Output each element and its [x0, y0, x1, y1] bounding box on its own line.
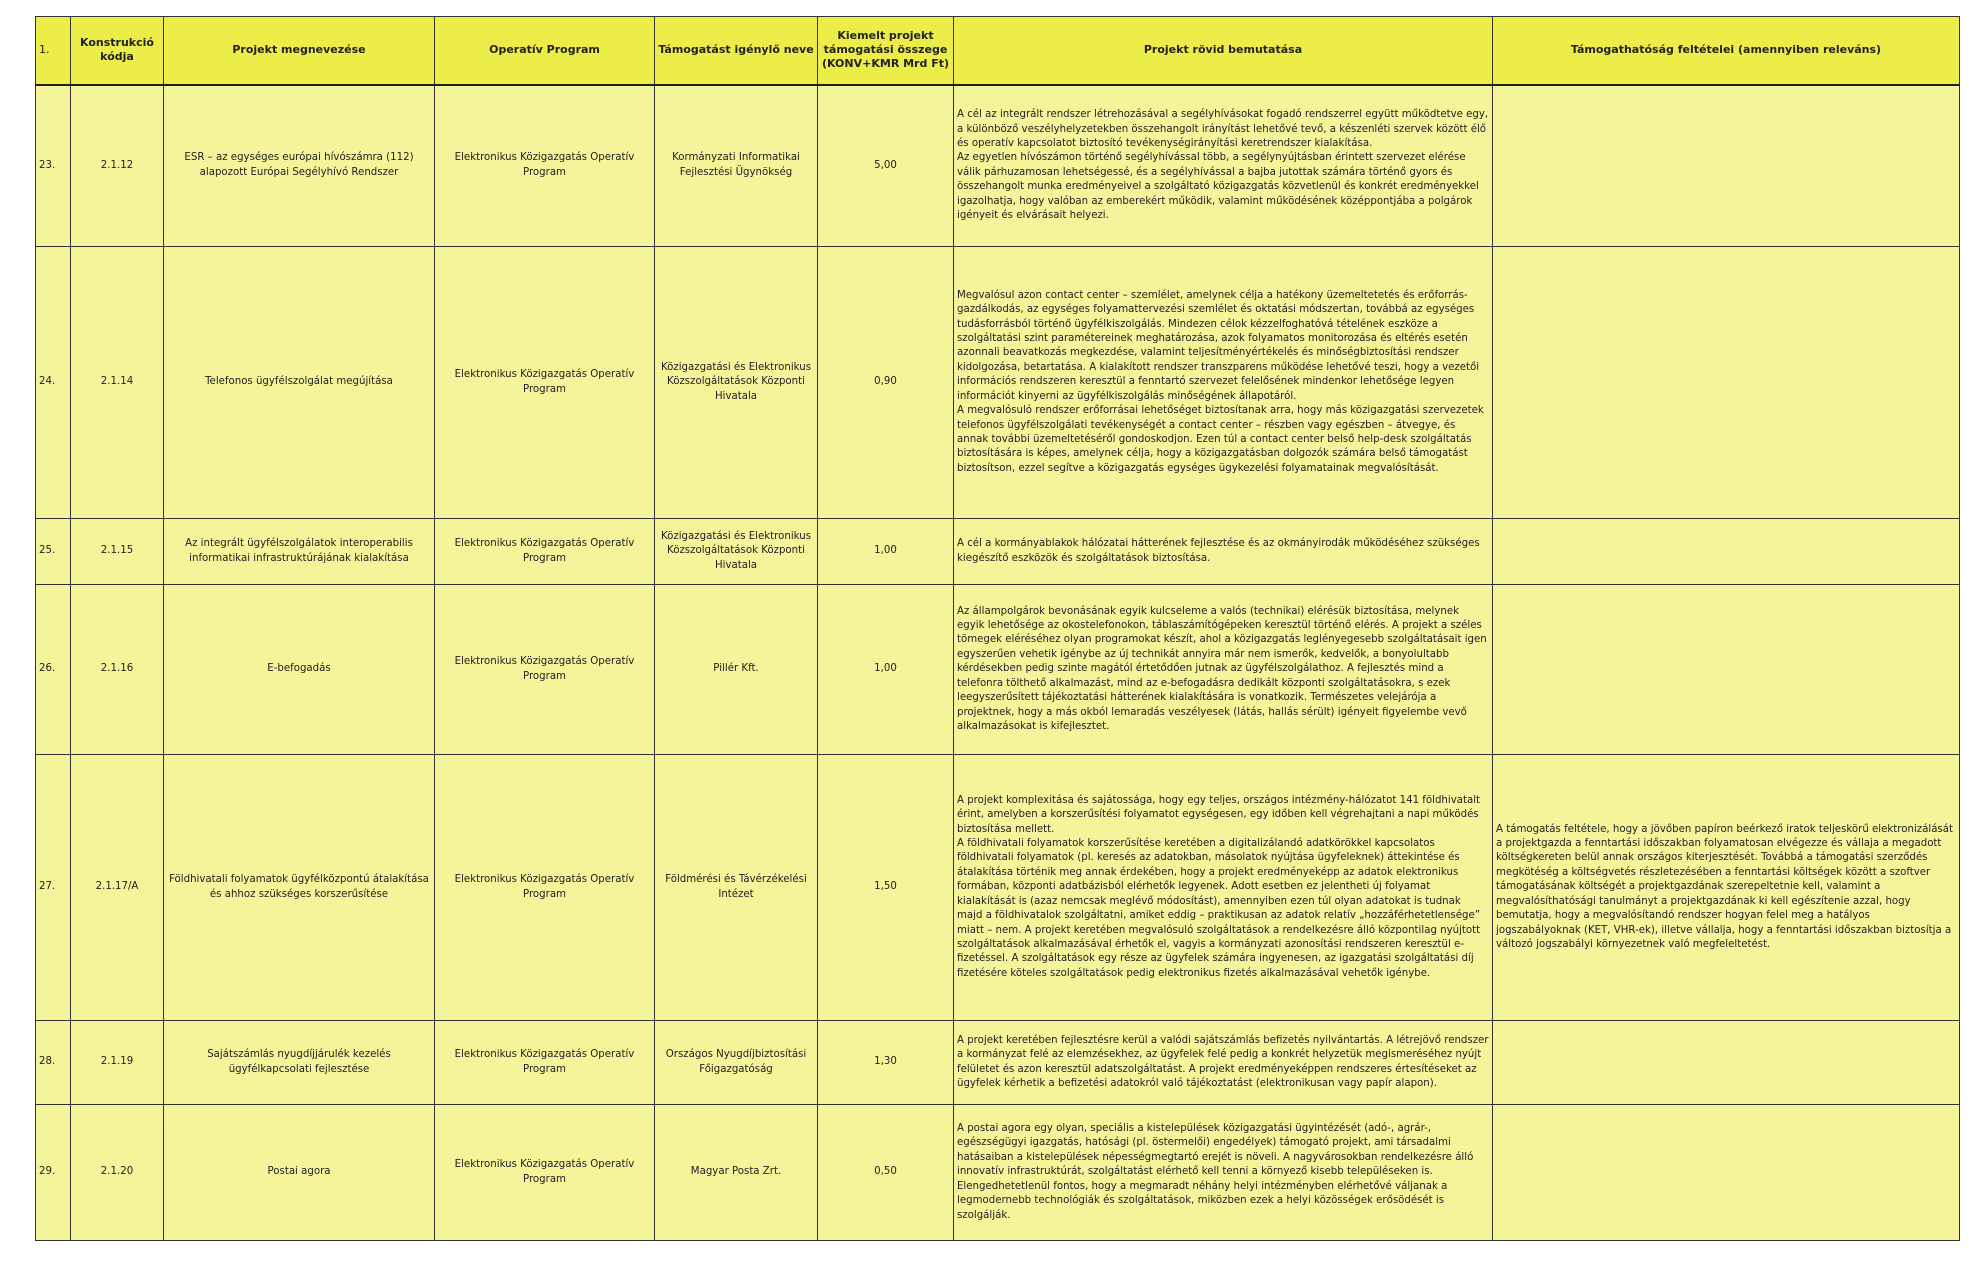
project-sheet — [35, 16, 1960, 1241]
construction-code: 2.1.15 — [71, 519, 164, 585]
support-amount: 1,50 — [818, 755, 954, 1021]
project-name: Sajátszámlás nyugdíjjárulék kezelés ügyfélkapcsolati fejlesztése — [164, 1021, 435, 1105]
support-conditions — [1493, 1021, 1960, 1105]
applicant-name: Közigazgatási és Elektronikus Közszolgáltatások Központi Hivatala — [655, 519, 818, 585]
description-paragraph: Az egyetlen hívószámon történő segélyhívással több, a segélynyújtásban érintett szervezet elérése válik párhuzamosan lehetségessé, és a segélyhívással a bajba jutottak számára történő gyors és összehangolt munka eredményeivel a szolgáltató közigazgatás közvetlenül és konkrét eredményekkel igazolhatja, hogy valóban az emberekért működik, valamint működésének középpontjába a polgárok igényeit és elvárásait helyezi. — [957, 152, 1479, 221]
description-paragraph: A cél az integrált rendszer létrehozásával a segélyhívásokat fogadó rendszerrel együtt működtetve egy, a különböző veszélyhelyzetekben összehangolt irányítást lehetővé tevő, a készenléti szervek között élő és operatív kapcsolatot biztosító tevékenységirányítási keretrendszer kialakítása. — [957, 109, 1489, 149]
project-name: Postai agora — [164, 1105, 435, 1241]
construction-code: 2.1.14 — [71, 247, 164, 519]
header-row — [36, 17, 1960, 85]
header-number: 1. — [36, 17, 71, 85]
construction-code: 2.1.16 — [71, 585, 164, 755]
applicant-name: Magyar Posta Zrt. — [655, 1105, 818, 1241]
project-description — [954, 585, 1493, 755]
operative-program: Elektronikus Közigazgatás Operatív Program — [435, 519, 655, 585]
construction-code: 2.1.20 — [71, 1105, 164, 1241]
description-paragraph: A földhivatali folyamatok korszerűsítése keretében a digitalizálandó adatkörökkel kapcsolatos földhivatali folyamatok (pl. keresés az adatokban, másolatok nyújtása ügyfeleknek) áttekintése és átalakítása történik meg annak érdekében, hogy a projekt eredményeképp az adatok elektronikus formában, központi adatbázisból elérhetők legyenek. Adott esetben ez jelentheti új folyamat kialakítását is (azaz nemcsak meglévő módosítást), amennyiben ezen túl olyan adatokat is tudnak majd a földhivatalok szolgáltatni, amiket eddig – praktikusan az adatok relatív „hozzáférhetetlensége” miatt – nem. A projekt keretében megvalósuló szolgáltatások a rendelkezésre álló központilag nyújtott szolgáltatások alkalmazásával érhetők el, vagyis a kormányzati azonosítási rendszeren keresztül e-fizetéssel. A szolgáltatások egy része az ügyfelek számára ingyenesen, az igazgatási szolgáltatási díj fizetésére köteles szolgáltatások pedig elektronikus fizetés alkalmazásával vehetők igénybe. — [957, 838, 1481, 979]
table-row — [36, 755, 1960, 1021]
row-number: 24. — [36, 247, 71, 519]
project-description — [954, 755, 1493, 1021]
project-name: Földhivatali folyamatok ügyfélközpontú átalakítása és ahhoz szükséges korszerűsítése — [164, 755, 435, 1021]
operative-program: Elektronikus Közigazgatás Operatív Program — [435, 585, 655, 755]
table-row — [36, 519, 1960, 585]
header-amount: Kiemelt projekt támogatási összege (KONV+KMR Mrd Ft) — [818, 17, 954, 85]
row-number: 26. — [36, 585, 71, 755]
support-conditions — [1493, 247, 1960, 519]
table-row — [36, 1021, 1960, 1105]
project-name: E-befogadás — [164, 585, 435, 755]
construction-code: 2.1.17/A — [71, 755, 164, 1021]
support-conditions — [1493, 519, 1960, 585]
project-description — [954, 247, 1493, 519]
support-conditions: A támogatás feltétele, hogy a jövőben papíron beérkező iratok teljeskörű elektronizálását a projektgazda a fenntartási időszakban folyamatosan elvégezze és vállaja a megadott költségkereten belül annak országos kiterjesztését. Továbbá a támogatási szerződés megkötéség a költségvetés részletezésében a fenntartási költségek között a szoftver támogatásának költségét a projektgazdának szerepeltetnie kell, valamint a megvalósíthatósági tanulmányt a projektgazdának ki kell egészítenie azzal, hogy bemutatja, hogy a megvalósítandó rendszer hogyan felel meg a hatályos jogszabályoknak (KET, VHR-ek), illetve vállalja, hogy a fenntartási időszakban biztosítja a változó jogszabályi környezetnek való megfeleltetést. — [1493, 755, 1960, 1021]
row-number: 28. — [36, 1021, 71, 1105]
description-paragraph: A cél a kormányablakok hálózatai hátterének fejlesztése és az okmányirodák működéséhez szükséges kiegészítő eszközök és szolgáltatások biztosítása. — [957, 538, 1480, 564]
project-description — [954, 85, 1493, 247]
project-description — [954, 1021, 1493, 1105]
construction-code: 2.1.12 — [71, 85, 164, 247]
description-paragraph: A projekt komplexitása és sajátossága, hogy egy teljes, országos intézmény-hálózatot 141 földhivatalt érint, amelyben a korszerűsítési folyamatot egységesen, egy időben kell végrehajtani a napi működés biztosítása mellett. — [957, 794, 1481, 835]
support-amount: 0,50 — [818, 1105, 954, 1241]
description-paragraph: Az állampolgárok bevonásának egyik kulcseleme a valós (technikai) elérésük biztosítása, melynek egyik lehetősége az okostelefonokon, táblaszámítógépeken keresztül történő elérés. A projekt a széles tömegek eléréséhez olyan programokat készít, ahol a közigazgatás leglényegesebb szolgáltatásait igen egyszerűen vehetik igénybe az új technikát annyira már nem ismerők, kedvelők, a bonyolultabb kérdésekben pedig szinte magától értetődően jutnak az ügyfélszolgálathoz. A fejlesztés mind a telefonra tölthető alkalmazást, mind az e-befogadásra dedikált központi szolgáltatásokra, s ezek leegyszerűsített tájékoztatási hátterének kialakítására is vonatkozik. Természetes velejárója a projektnek, hogy a más okból lemaradás veszélyesek (látás, hallás sérült) igényeit figyelembe vevő alkalmazásokat is kifejlesztet. — [957, 605, 1487, 732]
project-table — [35, 16, 1960, 1241]
row-number: 23. — [36, 85, 71, 247]
applicant-name: Országos Nyugdíjbiztosítási Főigazgatóság — [655, 1021, 818, 1105]
support-conditions — [1493, 85, 1960, 247]
header-conditions: Támogathatóság feltételei (amennyiben releváns) — [1493, 17, 1960, 85]
header-name: Projekt megnevezése — [164, 17, 435, 85]
project-name: ESR – az egységes európai hívószámra (112) alapozott Európai Segélyhívó Rendszer — [164, 85, 435, 247]
row-number: 27. — [36, 755, 71, 1021]
applicant-name: Földmérési és Távérzékelési Intézet — [655, 755, 818, 1021]
header-code: Konstrukció kódja — [71, 17, 164, 85]
project-name: Az integrált ügyfélszolgálatok interoperabilis informatikai infrastruktúrájának kialakítása — [164, 519, 435, 585]
operative-program: Elektronikus Közigazgatás Operatív Program — [435, 247, 655, 519]
support-amount: 1,30 — [818, 1021, 954, 1105]
project-description — [954, 1105, 1493, 1241]
project-name: Telefonos ügyfélszolgálat megújítása — [164, 247, 435, 519]
description-paragraph: A megvalósuló rendszer erőforrásai lehetőséget biztosítanak arra, hogy más közigazgatási szervezetek telefonos ügyfélszolgálati tevékenységét a contact center – részben vagy egészben – átvegye, és annak további üzemeltetéséről gondoskodjon. Ezen túl a contact center belső help-desk szolgáltatás biztosítására is képes, amelynek célja, hogy a közigazgatásban dolgozók számára belső támogatást biztosítson, ezzel segítve a közigazgatás egységes ügykezelési folyamatainak megvalósítását. — [957, 405, 1484, 474]
table-row — [36, 1105, 1960, 1241]
table-row — [36, 85, 1960, 247]
project-description — [954, 519, 1493, 585]
support-amount: 1,00 — [818, 519, 954, 585]
header-program: Operatív Program — [435, 17, 655, 85]
description-paragraph: Megvalósul azon contact center – szemlélet, amelynek célja a hatékony üzemeltetetés és erőforrás-gazdálkodás, az egységes folyamattervezési szemlélet és oktatási módszertan, továbbá az egységes tudásforrásból történő ügyfélkiszolgálás. Mindezen célok kézzelfoghatóvá tételének eszköze a szolgáltatási szint paramétereinek meghatározása, azok folyamatos monitorozása és eltérés esetén azonnali beavatkozás megkezdése, valamint teljesítményértékelés és minőségbiztosítási rendszer kidolgozása, betartatása. A kialakított rendszer transzparens működése lehetővé teszi, hogy a vezetői információs rendszeren keresztül a fenntartó szervezet felelősének mindenkor lehetősége legyen információt kinyerni az ügyfélkiszolgálás minőségének állapotáról. — [957, 289, 1480, 402]
support-amount: 0,90 — [818, 247, 954, 519]
operative-program: Elektronikus Közigazgatás Operatív Program — [435, 1021, 655, 1105]
row-number: 29. — [36, 1105, 71, 1241]
description-paragraph: A projekt keretében fejlesztésre kerül a valódi sajátszámlás befizetés nyilvántartás. A létrejövő rendszer a kormányzat felé az elemzésekhez, az ügyfelek felé pedig a konkrét helyzetük megismeréséhez nyújt felületet és azon keresztül adatszolgáltatást. A projekt eredményeképpen rendszeres értesítéseket az ügyfelek kérhetik a befizetési adatokról való tájékoztatást (elektronikusan vagy papír alapon). — [957, 1034, 1489, 1089]
operative-program: Elektronikus Közigazgatás Operatív Program — [435, 85, 655, 247]
support-amount: 1,00 — [818, 585, 954, 755]
header-description: Projekt rövid bemutatása — [954, 17, 1493, 85]
applicant-name: Pillér Kft. — [655, 585, 818, 755]
table-row — [36, 585, 1960, 755]
support-conditions — [1493, 585, 1960, 755]
header-applicant: Támogatást igénylő neve — [655, 17, 818, 85]
operative-program: Elektronikus Közigazgatás Operatív Program — [435, 1105, 655, 1241]
support-amount: 5,00 — [818, 85, 954, 247]
operative-program: Elektronikus Közigazgatás Operatív Program — [435, 755, 655, 1021]
table-row — [36, 247, 1960, 519]
construction-code: 2.1.19 — [71, 1021, 164, 1105]
row-number: 25. — [36, 519, 71, 585]
applicant-name: Közigazgatási és Elektronikus Közszolgáltatások Központi Hivatala — [655, 247, 818, 519]
description-paragraph: A postai agora egy olyan, speciális a kistelepülések közigazgatási ügyintézését (adó-, agrár-, egészségügyi igazgatás, hatósági (pl. östermelői) engedélyek) támogató projekt, ami társadalmi hatásaiban a kistelepülések népességmegtartó erejét is növeli. A nagyvárosokban rendelkezésre álló innovatív infrastruktúrát, szolgáltatást elérhető kell tenni a környező kisebb településeken is. Elengedhetetlenül fontos, hogy a megmaradt néhány helyi intézményben elérhetővé váljanak a legmodernebb technológiák és szolgáltatások, miközben ezek a helyi közösségek erősödését is szolgálják. — [957, 1123, 1474, 1221]
support-conditions — [1493, 1105, 1960, 1241]
applicant-name: Kormányzati Informatikai Fejlesztési Ügynökség — [655, 85, 818, 247]
